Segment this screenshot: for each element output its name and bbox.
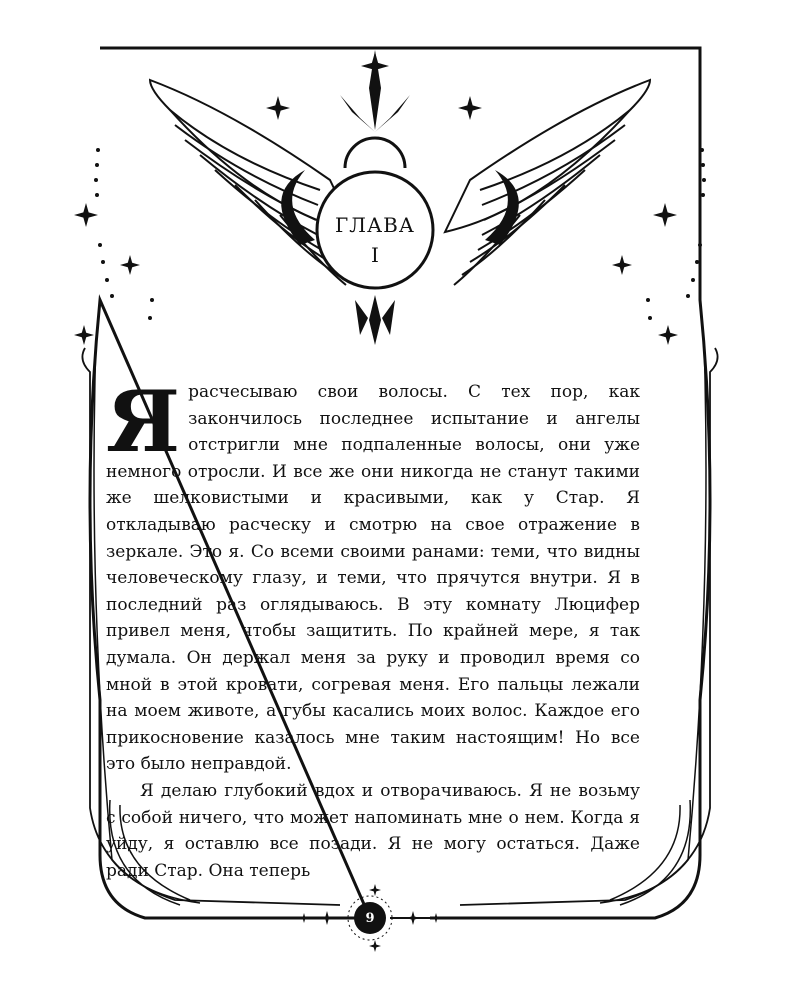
star-icon — [658, 325, 678, 345]
chapter-heading: ГЛАВА — [335, 213, 415, 237]
star-icon — [653, 203, 677, 227]
star-icon — [361, 52, 389, 80]
star-icon — [74, 325, 94, 345]
page-number: 9 — [365, 911, 375, 926]
star-icon — [369, 884, 381, 896]
star-icon — [458, 96, 482, 120]
star-icon — [369, 940, 381, 952]
paragraph-1-text: расчесываю свои волосы. С тех пор, как закончилось последнее испытание и ангелы отстригли мне подпаленные волосы, они уже немного отросли. И все же они никогда не станут такими же шелковистыми и красивыми, как у Стар. Я откладываю расческу и смотрю на свое отражение в зеркале. Это я. Со всеми своими ранами: теми, что видны человеческому глазу, и теми, что прячутся внутри. Я в последний раз оглядываюсь. В эту комнату Люцифер привел меня, чтобы защитить. По крайней мере, я так думала. Он держал меня за руку и проводил время со мной в этой кровати, согревая меня. Его пальцы лежали на моем животе, а губы касались моих волос. Каждое его прикосновение казалось мне таким настоящим! Но все это было неправдой. — [106, 382, 640, 775]
chapter-body — [106, 372, 640, 884]
chapter-number: I — [371, 243, 379, 267]
paragraph-2: Я делаю глубокий вдох и отворачиваюсь. Я не возьму с собой ничего, что может напоминать мне о нем. Когда я уйду, я оставлю все позади. Я не могу остаться. Даже ради Стар. Она теперь — [106, 780, 640, 881]
star-icon — [74, 203, 98, 227]
star-icon — [120, 255, 140, 275]
drop-cap: Я — [106, 372, 181, 471]
star-icon — [266, 96, 290, 120]
paragraph-1 — [106, 372, 640, 778]
star-icon — [612, 255, 632, 275]
